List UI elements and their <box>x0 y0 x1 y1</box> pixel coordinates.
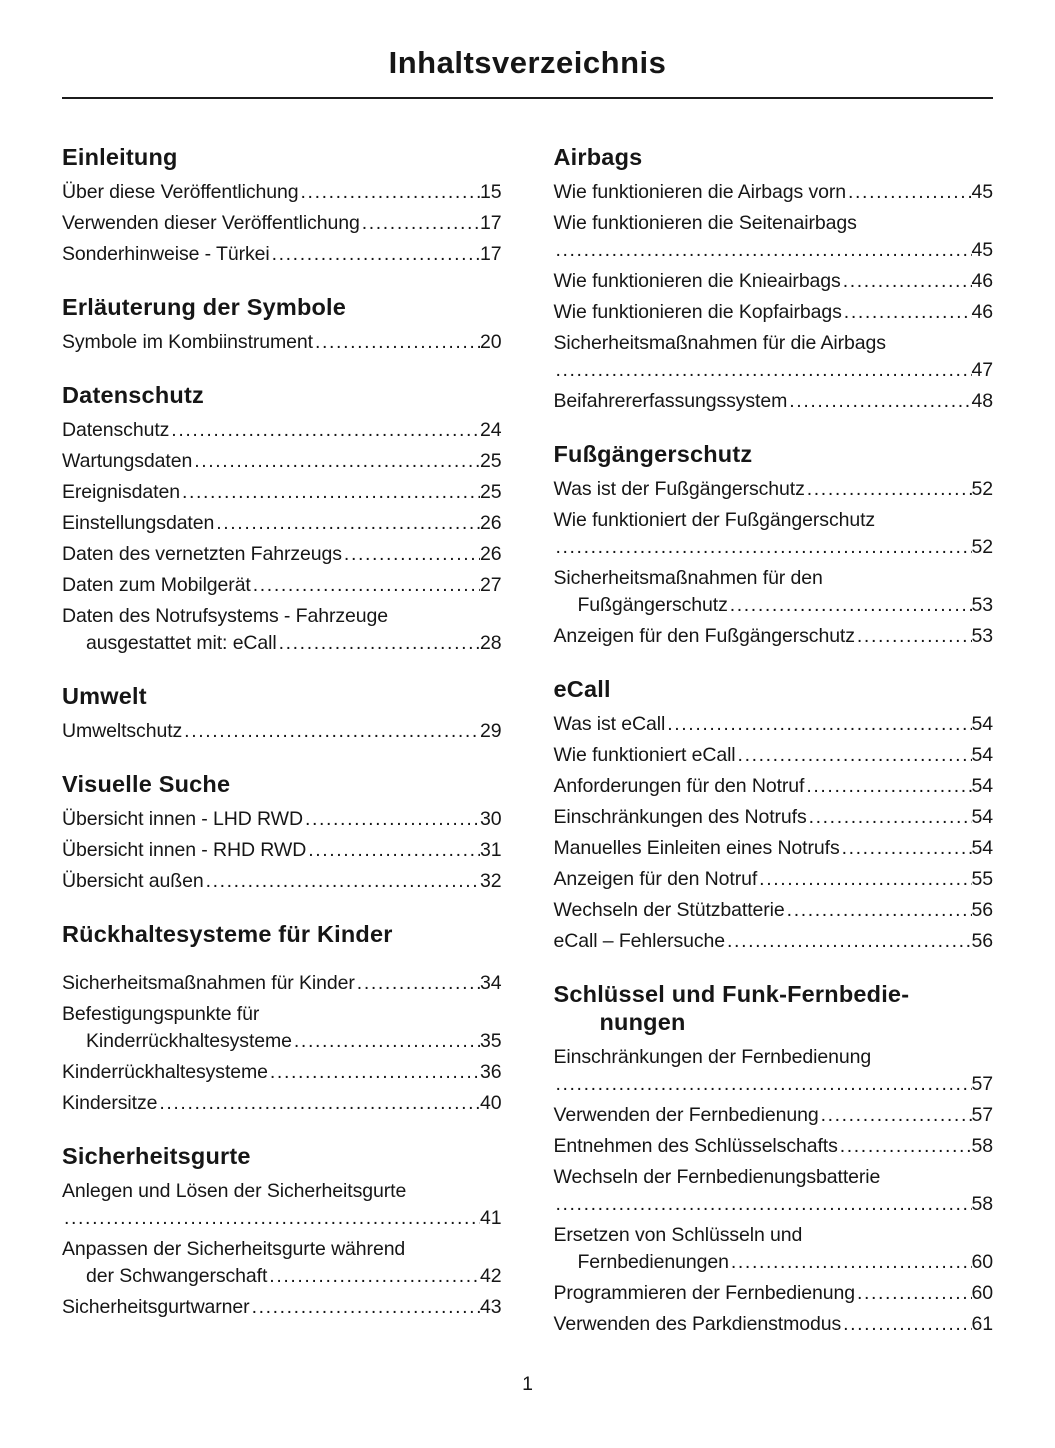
entry-page-number: 36 <box>480 1061 502 1083</box>
entry-label: Anzeigen für den Notruf <box>553 868 758 890</box>
entry-page-number: 60 <box>971 1251 993 1273</box>
toc-entry <box>62 241 502 268</box>
entry-page-number: 25 <box>480 450 502 472</box>
entry-page-number: 43 <box>480 1296 502 1318</box>
entry-last-line <box>554 1133 994 1160</box>
dot-leader <box>819 1102 972 1129</box>
entry-label: Wartungsdaten <box>62 450 193 472</box>
toc-entry <box>554 804 994 831</box>
dot-leader <box>169 417 480 444</box>
entry-text-line: Befestigungspunkte für <box>62 1003 260 1025</box>
entry-last-line <box>554 299 994 326</box>
section-heading <box>62 920 502 948</box>
toc-entry <box>554 299 994 326</box>
toc-entry <box>62 1178 502 1232</box>
entry-text-line: Anlegen und Lösen der Sicherheitsgurte <box>62 1180 407 1202</box>
entry-page-number: 56 <box>971 899 993 921</box>
entry-label: Kinderrückhaltesysteme <box>62 1061 268 1083</box>
entry-last-line <box>554 742 994 769</box>
entry-last-line <box>62 329 502 356</box>
entry-label: Was ist der Fußgängerschutz <box>553 478 805 500</box>
entry-page-number: 46 <box>971 270 993 292</box>
title-rule <box>62 97 993 99</box>
dot-leader <box>270 241 480 268</box>
entry-label: Umweltschutz <box>62 720 183 742</box>
toc-entry <box>554 623 994 650</box>
entry-last-line <box>62 541 502 568</box>
dot-leader <box>292 1028 480 1055</box>
entry-page-number: 54 <box>971 713 993 735</box>
entry-last-line <box>62 806 502 833</box>
entry-last-line <box>62 1263 502 1290</box>
entry-page-number: 29 <box>480 720 502 742</box>
dot-leader <box>736 742 972 769</box>
entry-label: Entnehmen des Schlüsselschafts <box>553 1135 838 1157</box>
dot-leader <box>842 299 972 326</box>
section-heading <box>62 770 502 798</box>
entry-label: Übersicht innen - LHD RWD <box>62 808 303 830</box>
entry-last-line <box>554 1280 994 1307</box>
toc-entry <box>62 1059 502 1086</box>
dot-leader <box>62 1205 480 1232</box>
entry-page-number: 52 <box>971 536 993 558</box>
entry-page-number: 28 <box>480 632 502 654</box>
entry-label: Wie funktionieren die Knieairbags <box>553 270 841 292</box>
dot-leader <box>554 237 972 264</box>
toc-entry <box>62 329 502 356</box>
entry-page-number: 32 <box>480 870 502 892</box>
entry-page-number: 55 <box>971 868 993 890</box>
entry-last-line <box>62 510 502 537</box>
entry-last-line <box>554 237 994 264</box>
entry-label: Kinderrückhaltesysteme <box>86 1030 292 1052</box>
section-heading <box>62 682 502 710</box>
entry-last-line <box>62 970 502 997</box>
toc-entry <box>554 476 994 503</box>
entry-last-line <box>554 1102 994 1129</box>
entry-page-number: 31 <box>480 839 502 861</box>
dot-leader <box>841 268 972 295</box>
entry-page-number: 53 <box>971 625 993 647</box>
section-heading-line: Erläuterung der Symbole <box>62 294 347 320</box>
dot-leader <box>360 210 480 237</box>
entry-last-line <box>554 1311 994 1338</box>
toc-entry <box>62 806 502 833</box>
toc-entry <box>554 1280 994 1307</box>
dot-leader <box>250 1294 480 1321</box>
entry-last-line <box>62 479 502 506</box>
toc-entry <box>62 1001 502 1055</box>
toc-entry <box>554 1044 994 1098</box>
entry-last-line <box>554 534 994 561</box>
entry-last-line <box>554 592 994 619</box>
toc-entry <box>62 479 502 506</box>
dot-leader <box>157 1090 480 1117</box>
dot-leader <box>807 804 972 831</box>
entry-page-number: 54 <box>971 744 993 766</box>
toc-entry <box>554 897 994 924</box>
entry-label: Datenschutz <box>62 419 170 441</box>
entry-last-line <box>62 1059 502 1086</box>
entry-text-line: Wie funktioniert der Fußgängerschutz <box>553 509 876 531</box>
toc-entry <box>554 179 994 206</box>
entry-page-number: 15 <box>480 181 502 203</box>
toc-section <box>62 1142 502 1321</box>
toc-entry <box>554 388 994 415</box>
entry-page-number: 41 <box>480 1207 502 1229</box>
entry-label: Programmieren der Fernbedienung <box>553 1282 855 1304</box>
toc-entry <box>554 711 994 738</box>
entry-page-number: 40 <box>480 1092 502 1114</box>
entry-text-line: Wie funktionieren die Seitenairbags <box>553 212 857 234</box>
entry-page-number: 54 <box>971 806 993 828</box>
toc-entry <box>62 510 502 537</box>
entry-page-number: 46 <box>971 301 993 323</box>
dot-leader <box>268 1059 480 1086</box>
entry-last-line <box>62 1028 502 1055</box>
entry-last-line <box>62 868 502 895</box>
dot-leader <box>757 866 971 893</box>
toc-section <box>554 440 994 650</box>
toc-entry <box>554 507 994 561</box>
toc-section <box>62 770 502 895</box>
entry-label: Wie funktioniert eCall <box>553 744 736 766</box>
dot-leader <box>728 592 972 619</box>
toc-entry <box>554 1311 994 1338</box>
dot-leader <box>214 510 480 537</box>
toc-entry <box>62 718 502 745</box>
dot-leader <box>251 572 480 599</box>
entry-last-line <box>554 179 994 206</box>
entry-page-number: 48 <box>971 390 993 412</box>
entry-page-number: 53 <box>971 594 993 616</box>
entry-last-line <box>554 268 994 295</box>
toc-section <box>62 143 502 268</box>
section-heading <box>554 440 994 468</box>
dot-leader <box>306 837 480 864</box>
section-heading-line: Einleitung <box>62 144 178 170</box>
toc-entry <box>62 572 502 599</box>
entry-label: Daten des vernetzten Fahrzeugs <box>62 543 342 565</box>
dot-leader <box>204 868 480 895</box>
section-heading-line: Fußgängerschutz <box>553 441 753 467</box>
entry-label: Sicherheitsmaßnahmen für Kinder <box>62 972 355 994</box>
entry-last-line <box>554 357 994 384</box>
entry-last-line <box>554 928 994 955</box>
entry-page-number: 24 <box>480 419 502 441</box>
entry-page-number: 26 <box>480 543 502 565</box>
entry-label: Anforderungen für den Notruf <box>553 775 805 797</box>
entry-label: Einstellungsdaten <box>62 512 215 534</box>
entry-last-line <box>62 448 502 475</box>
dot-leader <box>725 928 971 955</box>
entry-label: Über diese Veröffentlichung <box>62 181 299 203</box>
entry-page-number: 34 <box>480 972 502 994</box>
entry-label: Verwenden der Fernbedienung <box>553 1104 819 1126</box>
entry-page-number: 54 <box>971 837 993 859</box>
entry-label: Manuelles Einleiten eines Notrufs <box>553 837 840 859</box>
entry-last-line <box>554 1191 994 1218</box>
section-heading-line: Schlüssel und Funk-Fernbedie- <box>553 981 910 1007</box>
section-heading-line: nungen <box>599 1009 686 1035</box>
entry-last-line <box>554 773 994 800</box>
entry-text-line: Anpassen der Sicherheitsgurte während <box>62 1238 406 1260</box>
toc-entry <box>554 928 994 955</box>
entry-page-number: 47 <box>971 359 993 381</box>
dot-leader <box>267 1263 480 1290</box>
entry-last-line <box>554 1071 994 1098</box>
entry-last-line <box>62 1294 502 1321</box>
entry-last-line <box>554 866 994 893</box>
section-heading-line: Umwelt <box>62 683 147 709</box>
entry-label: Verwenden dieser Veröffentlichung <box>62 212 360 234</box>
toc-section <box>62 293 502 356</box>
entry-last-line <box>554 804 994 831</box>
toc-section <box>62 920 502 1117</box>
toc-entry <box>62 541 502 568</box>
toc-entry <box>554 1102 994 1129</box>
entry-page-number: 17 <box>480 243 502 265</box>
section-heading <box>62 1142 502 1170</box>
toc-entry <box>62 837 502 864</box>
entry-page-number: 52 <box>971 478 993 500</box>
entry-page-number: 30 <box>480 808 502 830</box>
toc-column-left <box>62 143 502 1363</box>
dot-leader <box>838 1133 972 1160</box>
entry-label: Symbole im Kombiinstrument <box>62 331 313 353</box>
toc-section <box>554 675 994 955</box>
toc-entry <box>62 210 502 237</box>
entry-page-number: 61 <box>971 1313 993 1335</box>
dot-leader <box>299 179 480 206</box>
toc-entry <box>554 773 994 800</box>
section-heading <box>62 381 502 409</box>
entry-text-line: Daten des Notrufsystems - Fahrzeuge <box>62 605 388 627</box>
toc-entry <box>554 835 994 862</box>
toc-section <box>554 143 994 415</box>
entry-label: Sonderhinweise - Türkei <box>62 243 270 265</box>
section-heading <box>554 980 994 1036</box>
entry-text-line: Sicherheitsmaßnahmen für die Airbags <box>553 332 886 354</box>
section-heading <box>62 293 502 321</box>
entry-label: Verwenden des Parkdienstmodus <box>553 1313 842 1335</box>
entry-label: Ereignisdaten <box>62 481 180 503</box>
dot-leader <box>804 773 971 800</box>
dot-leader <box>313 329 480 356</box>
entry-last-line <box>554 388 994 415</box>
dot-leader <box>192 448 480 475</box>
entry-text-line: Ersetzen von Schlüsseln und <box>553 1224 803 1246</box>
section-heading <box>554 675 994 703</box>
dot-leader <box>855 1280 972 1307</box>
toc-entry <box>554 268 994 295</box>
dot-leader <box>554 534 972 561</box>
entry-label: Übersicht außen <box>62 870 204 892</box>
entry-label: eCall – Fehlersuche <box>553 930 726 952</box>
entry-page-number: 42 <box>480 1265 502 1287</box>
entry-page-number: 58 <box>971 1135 993 1157</box>
entry-label: Fußgängerschutz <box>577 594 728 616</box>
dot-leader <box>554 1191 972 1218</box>
entry-label: der Schwangerschaft <box>86 1265 268 1287</box>
dot-leader <box>785 897 972 924</box>
entry-page-number: 45 <box>971 181 993 203</box>
entry-page-number: 27 <box>480 574 502 596</box>
toc-section <box>554 980 994 1338</box>
dot-leader <box>855 623 972 650</box>
toc-entry <box>62 970 502 997</box>
dot-leader <box>840 835 972 862</box>
entry-last-line <box>554 476 994 503</box>
entry-label: Übersicht innen - RHD RWD <box>62 839 307 861</box>
dot-leader <box>554 357 972 384</box>
dot-leader <box>554 1071 972 1098</box>
section-heading-line: Airbags <box>553 144 643 170</box>
entry-page-number: 26 <box>480 512 502 534</box>
entry-label: Anzeigen für den Fußgängerschutz <box>553 625 855 647</box>
toc-section <box>62 682 502 745</box>
entry-last-line <box>554 711 994 738</box>
toc-entry <box>62 1090 502 1117</box>
entry-page-number: 57 <box>971 1073 993 1095</box>
section-heading-line: Datenschutz <box>62 382 204 408</box>
dot-leader <box>342 541 480 568</box>
toc-entry <box>554 1133 994 1160</box>
entry-label: Wechseln der Stützbatterie <box>553 899 785 921</box>
page-number: 1 <box>522 1373 533 1395</box>
toc-entry <box>62 1236 502 1290</box>
entry-label: Kindersitze <box>62 1092 158 1114</box>
entry-label: Beifahrererfassungssystem <box>553 390 788 412</box>
entry-label: ausgestattet mit: eCall <box>86 632 277 654</box>
dot-leader <box>729 1249 972 1276</box>
entry-page-number: 56 <box>971 930 993 952</box>
toc-entry <box>554 866 994 893</box>
entry-last-line <box>62 241 502 268</box>
dot-leader <box>787 388 971 415</box>
toc-entry <box>554 330 994 384</box>
entry-label: Fernbedienungen <box>577 1251 729 1273</box>
entry-label: Einschränkungen des Notrufs <box>553 806 807 828</box>
entry-label: Daten zum Mobilgerät <box>62 574 251 596</box>
entry-label: Wie funktionieren die Airbags vorn <box>553 181 847 203</box>
entry-page-number: 25 <box>480 481 502 503</box>
entry-last-line <box>62 1205 502 1232</box>
entry-page-number: 20 <box>480 331 502 353</box>
toc-entry <box>62 448 502 475</box>
entry-page-number: 54 <box>971 775 993 797</box>
toc-column-right <box>554 143 994 1363</box>
dot-leader <box>841 1311 971 1338</box>
section-heading-line: Sicherheitsgurte <box>62 1143 251 1169</box>
entry-label: Sicherheitsgurtwarner <box>62 1296 250 1318</box>
entry-text-line: Einschränkungen der Fernbedienung <box>553 1046 872 1068</box>
toc-entry <box>554 742 994 769</box>
dot-leader <box>846 179 971 206</box>
entry-page-number: 45 <box>971 239 993 261</box>
entry-last-line <box>62 630 502 657</box>
entry-last-line <box>554 897 994 924</box>
toc-entry <box>554 1164 994 1218</box>
section-heading-line: eCall <box>553 676 611 702</box>
entry-last-line <box>62 1090 502 1117</box>
entry-last-line <box>62 718 502 745</box>
toc-entry <box>62 417 502 444</box>
toc-entry <box>62 179 502 206</box>
toc-section <box>62 381 502 657</box>
toc-entry <box>62 1294 502 1321</box>
entry-last-line <box>62 210 502 237</box>
toc-entry <box>554 210 994 264</box>
section-heading-line: Rückhaltesysteme für Kinder <box>62 921 393 947</box>
entry-text-line: Sicherheitsmaßnahmen für den <box>553 567 823 589</box>
entry-label: Wie funktionieren die Kopfairbags <box>553 301 842 323</box>
entry-label: Was ist eCall <box>553 713 666 735</box>
entry-last-line <box>554 1249 994 1276</box>
entry-last-line <box>554 623 994 650</box>
section-heading-line: Visuelle Suche <box>62 771 231 797</box>
dot-leader <box>805 476 972 503</box>
entry-last-line <box>62 572 502 599</box>
dot-leader <box>303 806 480 833</box>
entry-page-number: 57 <box>971 1104 993 1126</box>
entry-last-line <box>62 417 502 444</box>
entry-page-number: 60 <box>971 1282 993 1304</box>
entry-last-line <box>62 179 502 206</box>
entry-last-line <box>62 837 502 864</box>
toc-entry <box>62 603 502 657</box>
dot-leader <box>665 711 971 738</box>
entry-page-number: 17 <box>480 212 502 234</box>
dot-leader <box>180 479 480 506</box>
toc-entry <box>554 565 994 619</box>
entry-page-number: 58 <box>971 1193 993 1215</box>
page-title: Inhaltsverzeichnis <box>388 45 667 80</box>
toc-entry <box>554 1222 994 1276</box>
entry-text-line: Wechseln der Fernbedienungsbatterie <box>553 1166 881 1188</box>
dot-leader <box>182 718 480 745</box>
toc-entry <box>62 868 502 895</box>
section-heading <box>554 143 994 171</box>
toc-columns <box>62 143 993 1363</box>
entry-page-number: 35 <box>480 1030 502 1052</box>
dot-leader <box>355 970 480 997</box>
section-heading <box>62 143 502 171</box>
dot-leader <box>277 630 480 657</box>
entry-last-line <box>554 835 994 862</box>
